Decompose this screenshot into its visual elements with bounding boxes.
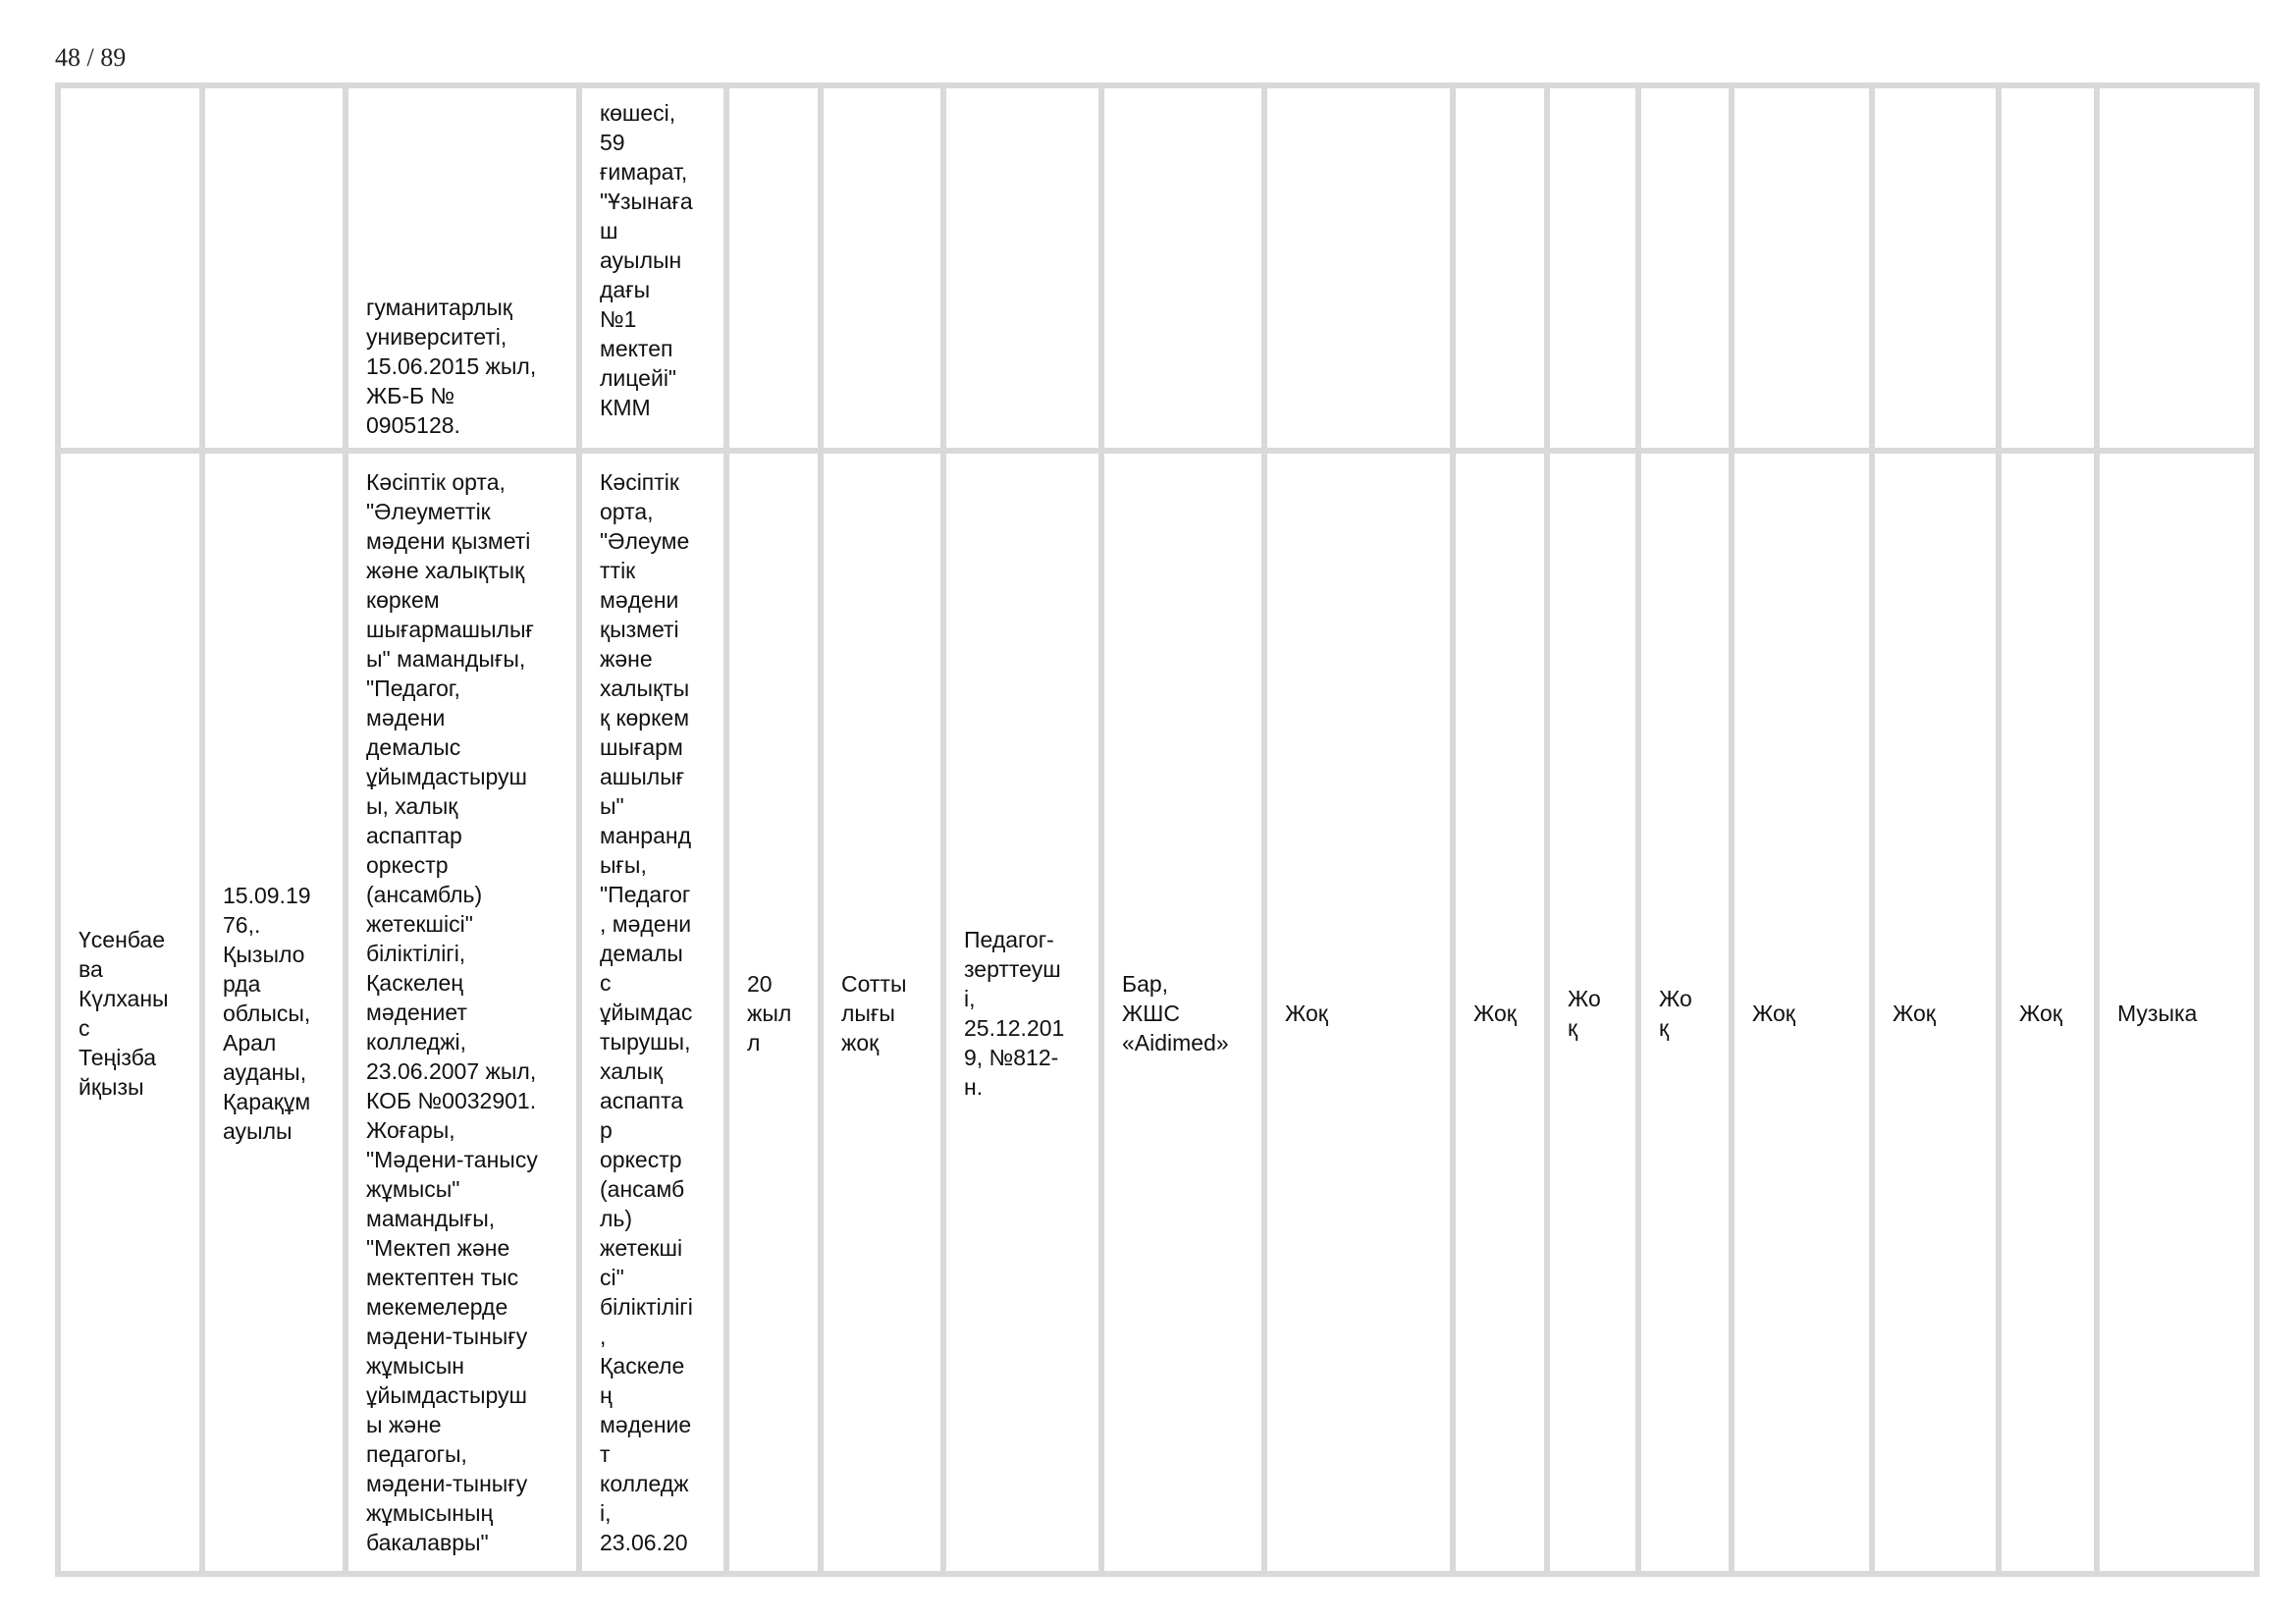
page-number: 48 / 89 — [55, 43, 127, 72]
table-cell: Жоқ — [1999, 451, 2097, 1574]
table-cell — [726, 85, 821, 451]
table-row — [58, 451, 2257, 1574]
table-cell — [1101, 85, 1264, 451]
table-cell: Жоқ — [1732, 451, 1872, 1574]
table-cell: Педагог- зерттеуш і, 25.12.201 9, №812- н. — [943, 451, 1101, 1574]
table-cell — [58, 85, 202, 451]
table-cell — [202, 85, 346, 451]
table-cell — [1999, 85, 2097, 451]
table-cell: Жоқ — [1264, 451, 1453, 1574]
table-row — [58, 85, 2257, 451]
table-cell: Сотты лығы жоқ — [821, 451, 943, 1574]
table-cell — [1547, 85, 1638, 451]
table-cell: Бар, ЖШС «Aidimed» — [1101, 451, 1264, 1574]
table-cell: Жоқ — [1872, 451, 1999, 1574]
table-cell — [943, 85, 1101, 451]
table-cell: 20 жыл л — [726, 451, 821, 1574]
table-cell — [2097, 85, 2257, 451]
table-cell — [1872, 85, 1999, 451]
table-cell: Үсенбае ва Күлханы с Теңізба йқызы — [58, 451, 202, 1574]
table-cell — [1453, 85, 1547, 451]
table-cell: 15.09.19 76,. Қызыло рда облысы, Арал ауданы, Қарақұм ауылы — [202, 451, 346, 1574]
table-cell — [821, 85, 943, 451]
table-cell — [1732, 85, 1872, 451]
table-cell: Музыка — [2097, 451, 2257, 1574]
table-cell: Кәсіптік орта, "Әлеуметтік мәдени қызметі және халықтық көркем шығармашылығ ы" мамандығы, "Педагог, мәдени демалыс ұйымдастыруш ы, халық аспаптар оркестр (ансамбль) жетекшісі" біліктілігі, Қаскелең мәдениет колледжі, 23.06.2007 жыл, КОБ №0032901. Жоғары, "Мәдени-танысу жұмысы" мамандығы, "Мектеп және мектептен тыс мекемелерде мәдени-тынығу жұмысын ұйымдастыруш ы және педагогы, мәдени-тынығу жұмысының бакалавры" — [346, 451, 579, 1574]
table-cell: гуманитарлық университеті, 15.06.2015 жыл, ЖБ-Б № 0905128. — [346, 85, 579, 451]
table-cell — [1264, 85, 1453, 451]
table-cell: Жо қ — [1547, 451, 1638, 1574]
table-cell: Жоқ — [1453, 451, 1547, 1574]
data-table — [55, 82, 2260, 1577]
table-cell: Жо қ — [1638, 451, 1732, 1574]
table-cell — [1638, 85, 1732, 451]
table-cell: Кәсіптік орта, "Әлеуме ттік мәдени қызметі және халықты қ көркем шығарм ашылығ ы" манранд ығы, "Педагог , мәдени демалы с ұйымдас тырушы, халық аспапта р оркестр (ансамб ль) жетекші сі" біліктілігі , Қаскеле ң мәдение т колледж і, 23.06.20 — [579, 451, 726, 1574]
table-cell: көшесі, 59 ғимарат, "Ұзынаға ш ауылын дағы №1 мектеп лицейі" КММ — [579, 85, 726, 451]
